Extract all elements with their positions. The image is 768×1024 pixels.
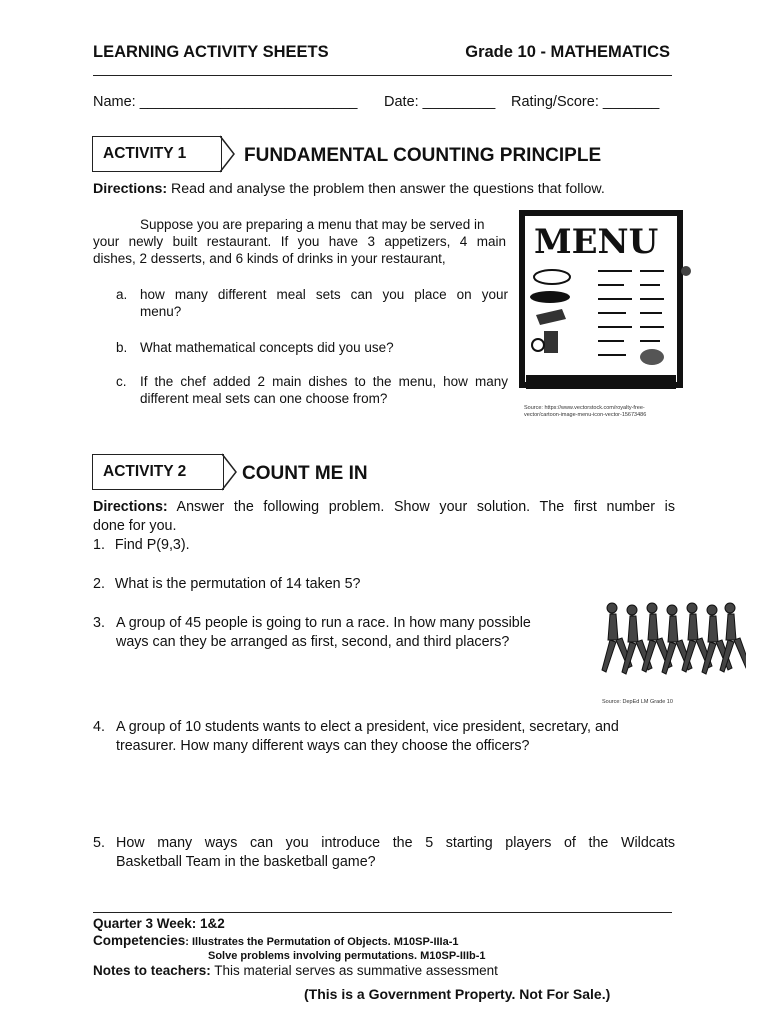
competency-1: : Illustrates the Permutation of Objects. M10SP-IIIa-1 bbox=[185, 936, 459, 948]
activity-2-badge bbox=[92, 454, 224, 490]
question-text: how many different meal sets can you place on your bbox=[140, 287, 508, 302]
activity-2-directions bbox=[93, 498, 675, 536]
source-line: Source: https://www.vectorstock.com/royalty-free- bbox=[524, 405, 645, 411]
question-a bbox=[116, 286, 508, 320]
directions-text: Answer the following problem. Show your solution. The first number is bbox=[167, 499, 675, 515]
runners-image-source: Source: DepEd LM Grade 10 bbox=[602, 699, 673, 705]
grade-subject: Grade 10 - MATHEMATICS bbox=[465, 43, 670, 61]
question-marker: a. bbox=[116, 287, 128, 302]
chevron-right-icon bbox=[220, 452, 240, 492]
intro-line: dishes, 2 desserts, and 6 kinds of drinks in your restaurant, bbox=[93, 251, 446, 266]
activity-2-label: ACTIVITY 2 bbox=[103, 463, 187, 480]
problem-4 bbox=[93, 718, 673, 756]
activity-2-title: COUNT ME IN bbox=[242, 463, 368, 484]
intro-line: your newly built restaurant. If you have 3 appetizers, 4 main bbox=[93, 234, 506, 249]
question-c bbox=[116, 373, 508, 407]
problem-marker: 5. bbox=[93, 835, 105, 851]
question-text: What mathematical concepts did you use? bbox=[140, 340, 394, 355]
problem-3 bbox=[93, 614, 573, 652]
problem-text: A group of 10 students wants to elect a president, vice president, secretary, and bbox=[116, 719, 619, 735]
sheet-title: LEARNING ACTIVITY SHEETS bbox=[93, 43, 329, 61]
menu-image-source bbox=[524, 405, 694, 419]
date-field[interactable]: Date: _________ bbox=[384, 94, 496, 110]
problem-text: treasurer. How many different ways can they choose the officers? bbox=[116, 738, 530, 754]
question-marker: c. bbox=[116, 374, 127, 389]
activity-1-directions bbox=[93, 181, 605, 198]
problem-2 bbox=[93, 576, 361, 593]
problem-text: How many ways can you introduce the 5 starting players of the Wildcats bbox=[116, 835, 675, 851]
activity-1-intro bbox=[93, 216, 506, 267]
notes-to-teachers bbox=[93, 963, 498, 978]
runners-illustration bbox=[596, 600, 746, 696]
header-divider bbox=[93, 75, 672, 76]
competencies-label: Competencies bbox=[93, 933, 186, 948]
name-field[interactable]: Name: ___________________________ bbox=[93, 94, 358, 110]
question-b bbox=[116, 339, 508, 356]
problem-text: What is the permutation of 14 taken 5? bbox=[114, 576, 361, 592]
activity-1-badge bbox=[92, 136, 222, 172]
question-text: different meal sets can one choose from? bbox=[140, 391, 388, 406]
competency-2: Solve problems involving permutations. M10SP-IIIb-1 bbox=[208, 950, 486, 962]
quarter-week: Quarter 3 Week: 1&2 bbox=[93, 916, 225, 931]
activity-1-label: ACTIVITY 1 bbox=[103, 145, 187, 162]
problem-text: A group of 45 people is going to run a race. In how many possible bbox=[116, 615, 531, 631]
question-marker: b. bbox=[116, 340, 128, 355]
problem-marker: 4. bbox=[93, 719, 105, 735]
notes-text: This material serves as summative assessment bbox=[210, 963, 498, 978]
problem-marker: 2. bbox=[93, 576, 105, 592]
problem-text: Basketball Team in the basketball game? bbox=[116, 854, 376, 870]
menu-illustration bbox=[514, 205, 694, 405]
problem-5 bbox=[93, 834, 675, 872]
question-text: menu? bbox=[140, 304, 182, 319]
problem-text: Find P(9,3). bbox=[114, 537, 190, 553]
activity-1-title: FUNDAMENTAL COUNTING PRINCIPLE bbox=[244, 145, 602, 166]
chevron-right-icon bbox=[218, 134, 238, 174]
directions-text: done for you. bbox=[93, 518, 177, 534]
intro-line: Suppose you are preparing a menu that may be served in bbox=[140, 217, 485, 232]
directions-text: Read and analyse the problem then answer the questions that follow. bbox=[167, 181, 605, 197]
problem-1 bbox=[93, 537, 190, 554]
source-line: vector/cartoon-image-menu-icon-vector-15673486 bbox=[524, 412, 647, 418]
problem-marker: 1. bbox=[93, 537, 105, 553]
government-property-notice: (This is a Government Property. Not For Sale.) bbox=[304, 986, 611, 1002]
directions-label: Directions: bbox=[93, 499, 168, 515]
menu-word: MENU bbox=[534, 222, 659, 262]
footer-divider bbox=[93, 912, 672, 913]
question-text: If the chef added 2 main dishes to the menu, how many bbox=[140, 374, 508, 389]
directions-label: Directions: bbox=[93, 181, 168, 197]
competencies bbox=[93, 933, 459, 948]
rating-field[interactable]: Rating/Score: _______ bbox=[511, 94, 660, 110]
problem-marker: 3. bbox=[93, 615, 105, 631]
notes-label: Notes to teachers: bbox=[93, 963, 211, 978]
problem-text: ways can they be arranged as first, second, and third placers? bbox=[116, 634, 510, 650]
